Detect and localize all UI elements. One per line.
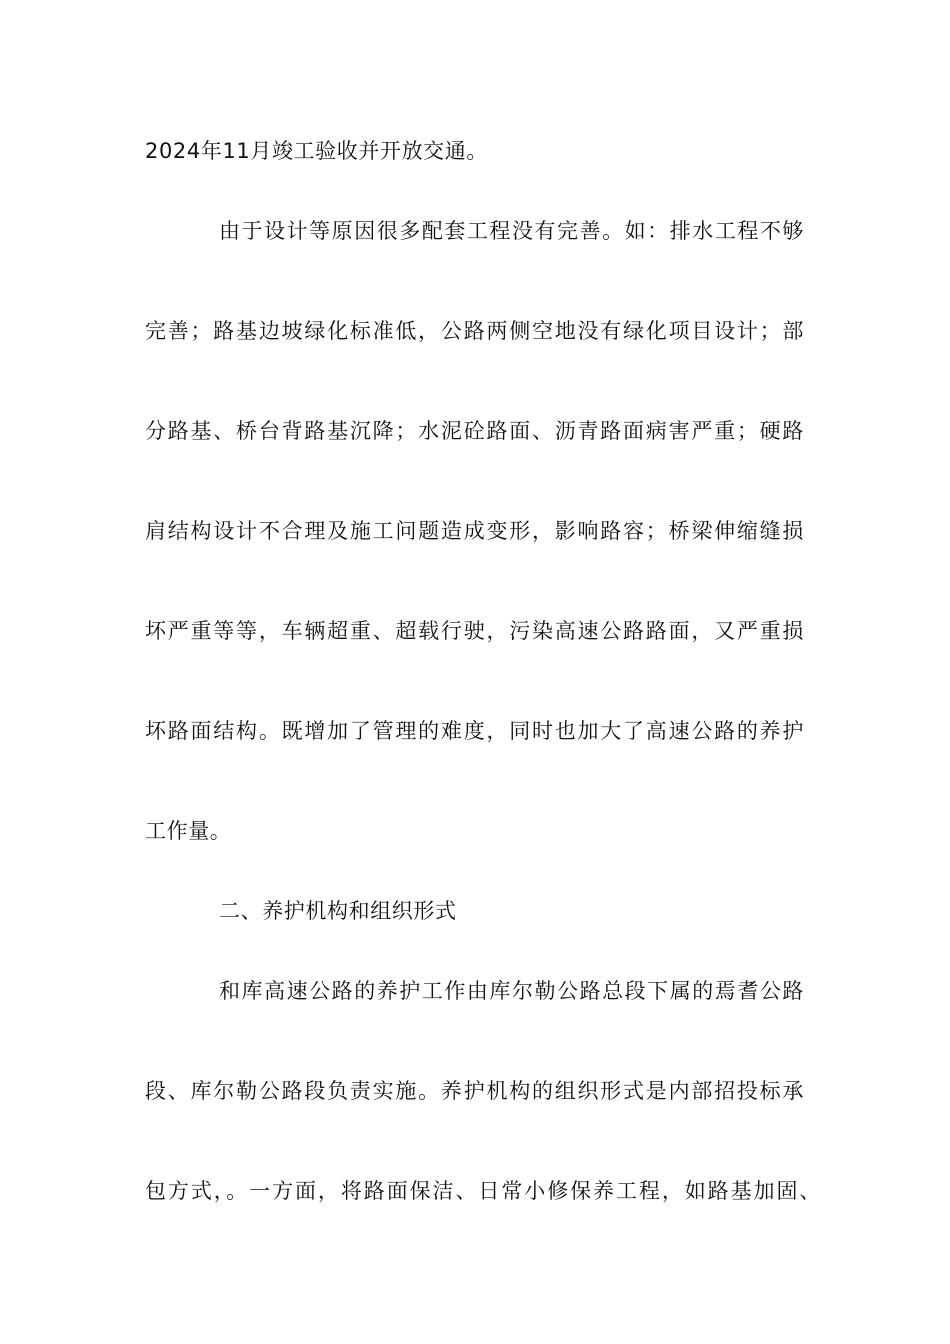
paragraph-2-line-1: 和库高速公路的养护工作由库尔勒公路总段下属的焉耆公路 <box>219 979 804 1003</box>
paragraph-1-line-6: 坏路面结构。既增加了管理的难度，同时也加大了高速公路的养护 <box>145 719 804 743</box>
paragraph-1-line-3: 分路基、桥台背路基沉降；水泥砼路面、沥青路面病害严重；硬路 <box>145 419 804 443</box>
paragraph-1-line-5: 坏严重等等，车辆超重、超载行驶，污染高速公路路面，又严重损 <box>145 619 804 643</box>
section-heading: 二、养护机构和组织形式 <box>219 899 457 923</box>
paragraph-1-line-4: 肩结构设计不合理及施工问题造成变形，影响路容；桥梁伸缩缝损 <box>145 519 804 543</box>
paragraph-2-line-2: 段、库尔勒公路段负责实施。养护机构的组织形式是内部招投标承 <box>145 1079 804 1103</box>
text-line-1: 2024年11月竣工验收并开放交通。 <box>145 139 488 163</box>
paragraph-2-line-3: 包方式，。一方面，将路面保洁、日常小修保养工程，如路基加固、 <box>145 1179 821 1203</box>
paragraph-1-line-7: 工作量。 <box>145 819 232 843</box>
paragraph-1-line-2: 完善；路基边坡绿化标准低，公路两侧空地没有绿化项目设计；部 <box>145 319 804 343</box>
paragraph-1-line-1: 由于设计等原因很多配套工程没有完善。如：排水工程不够 <box>219 219 804 243</box>
